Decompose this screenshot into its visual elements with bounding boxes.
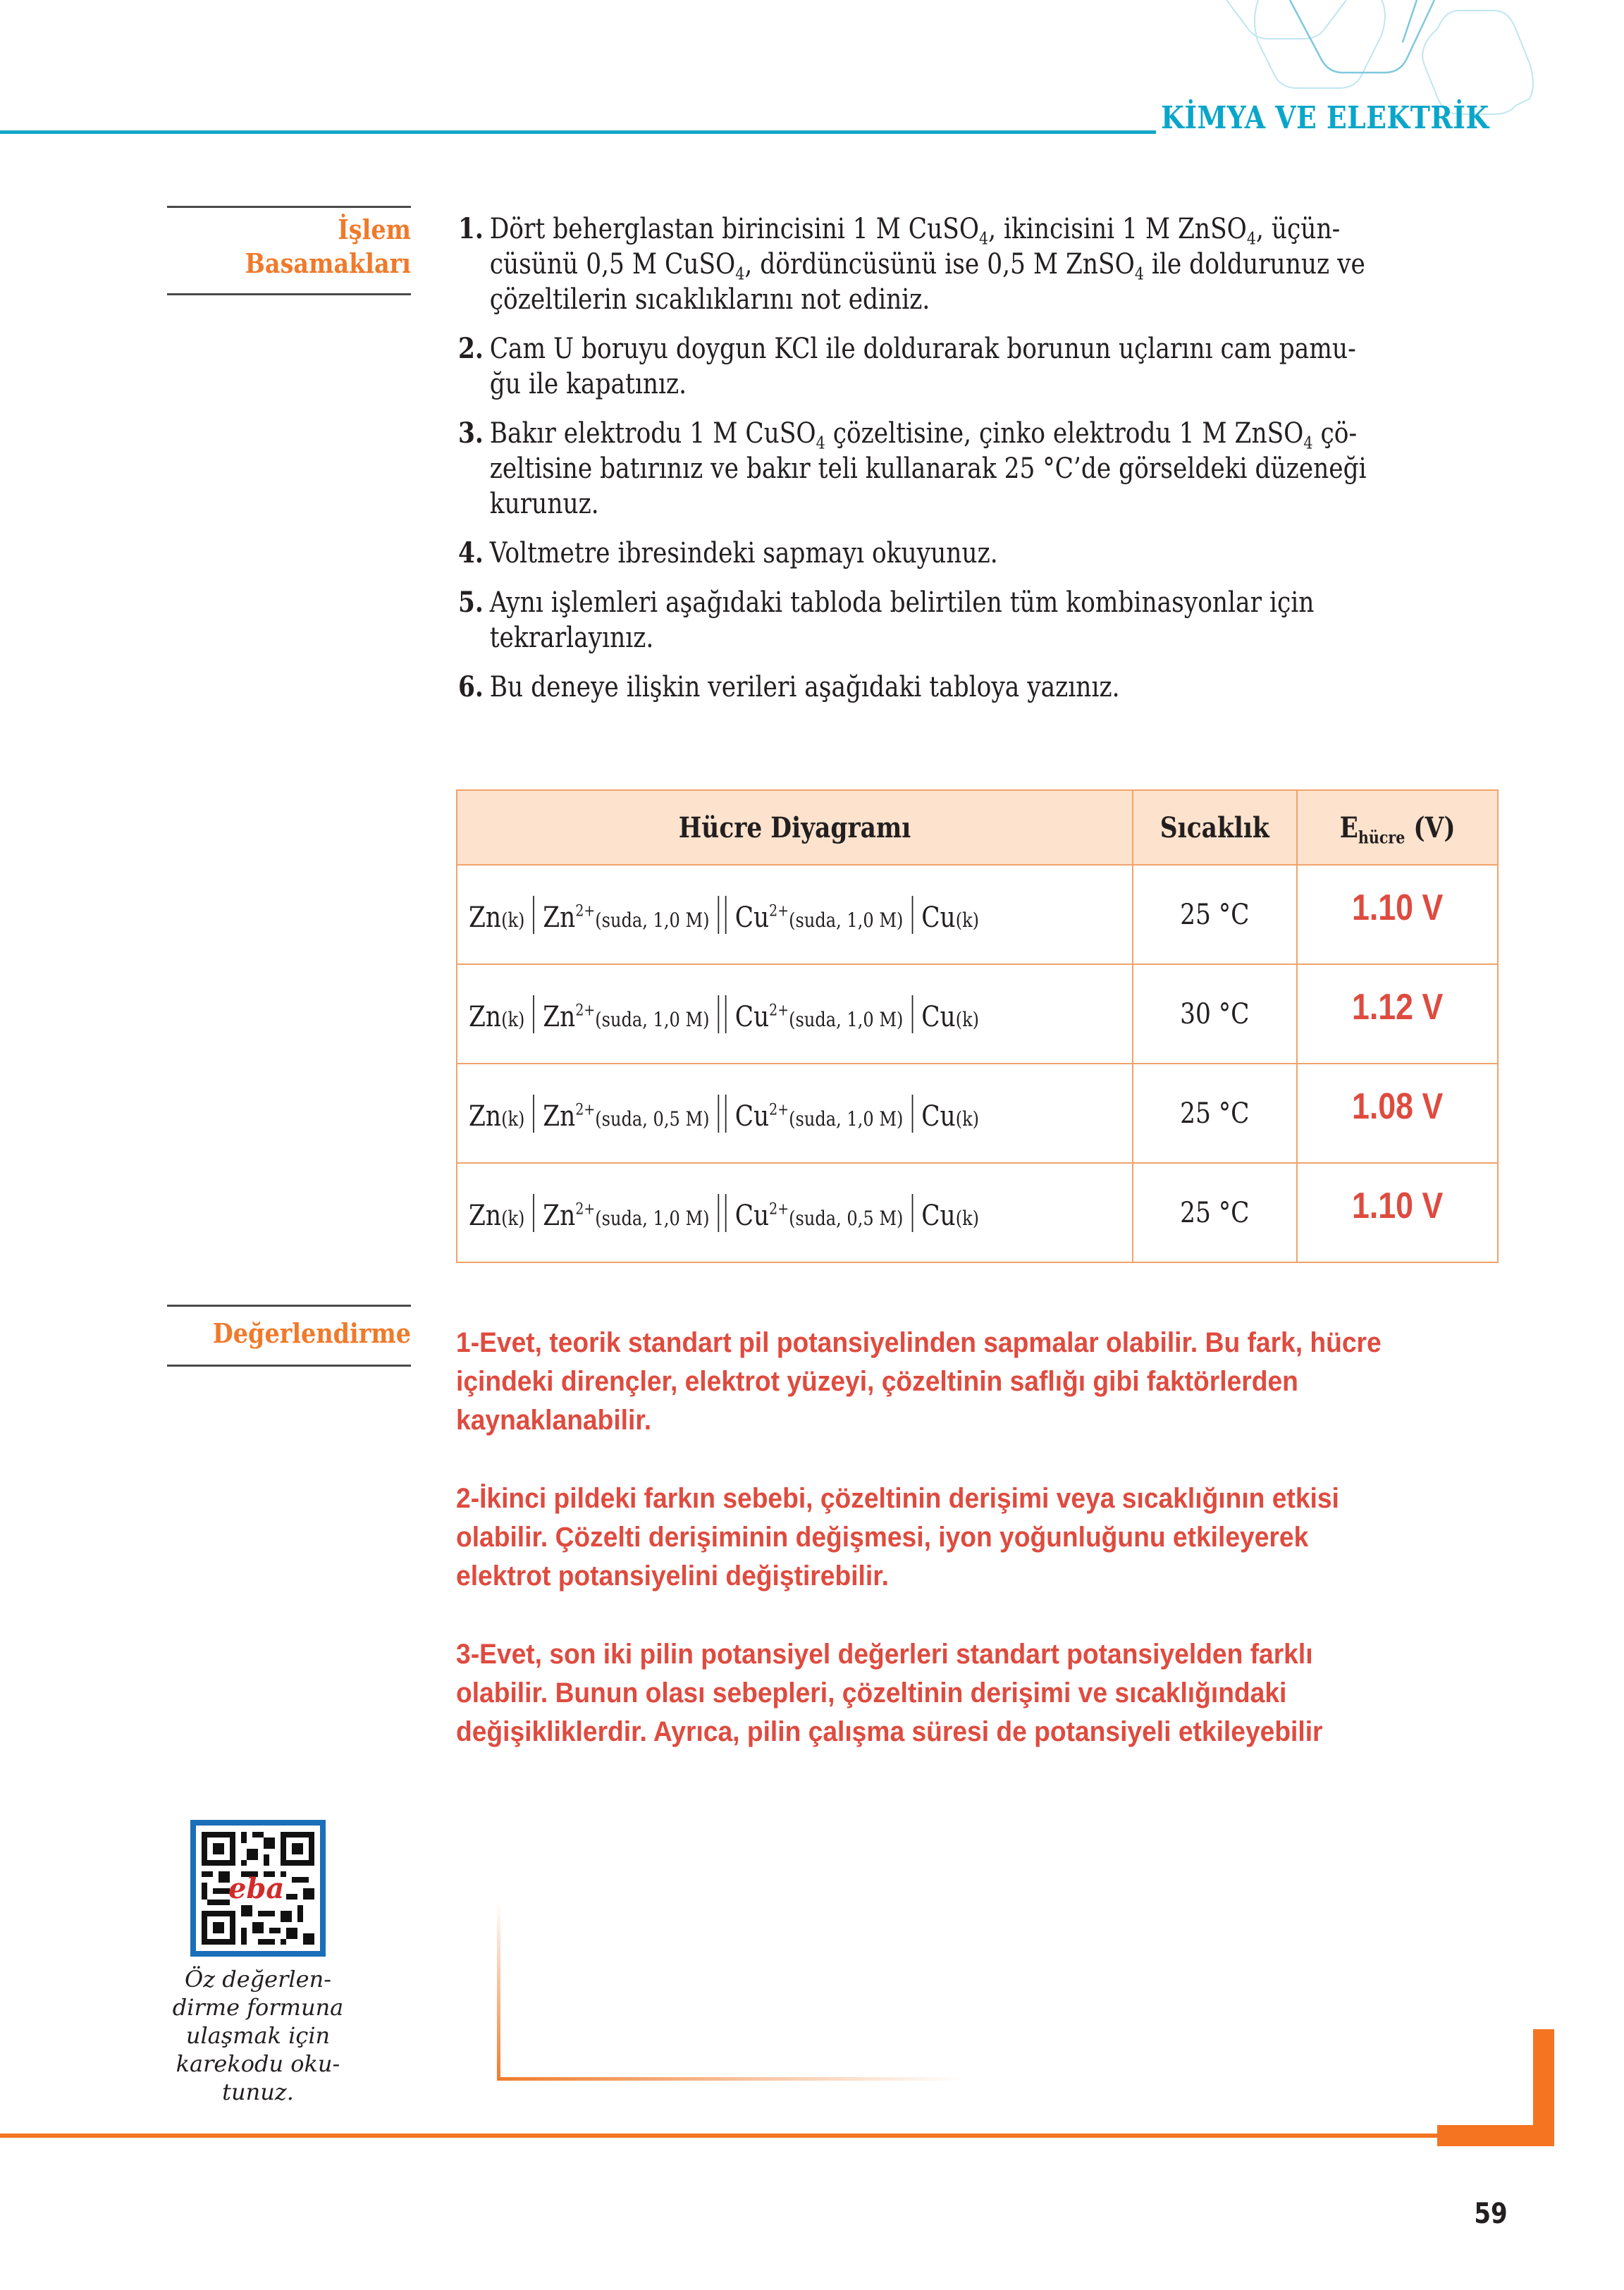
evaluation-answers [456, 1324, 1556, 1791]
answer-1: 1-Evet, teorik standart pil potansiyelinden sapmalar olabilir. Bu fark, hücre içindeki dirençler, elektrot yüzeyi, çözeltinin saflığı gibi faktörlerden kaynaklanabilir. [456, 1327, 1382, 1436]
step-number: 6. [458, 670, 484, 703]
cell-voltage-answer: 1.10 V [1297, 1163, 1498, 1262]
step-text-line: Bu deneye ilişkin verileri aşağıdaki tabloya yazınız. [489, 671, 1120, 703]
table-row [457, 964, 1498, 1064]
cell-voltage-answer: 1.08 V [1297, 1064, 1498, 1163]
header-rule [0, 130, 1156, 134]
procedure-step-1 [458, 211, 1539, 317]
page-number: 59 [1474, 2198, 1508, 2230]
procedure-step-6 [458, 670, 1539, 705]
decorative-bracket-horizontal [497, 2077, 962, 2081]
procedure-steps-list [458, 211, 1508, 719]
procedure-step-4 [458, 536, 1539, 571]
cell-voltage-answer: 1.10 V [1297, 865, 1498, 964]
cell-data-table [456, 789, 1499, 1263]
cell-diagram: Zn(k) $Zn^{2+}(suda$, 1,0 M) $Cu^{2+}(suda$, 0,5 M) Cu(k) [457, 1163, 1133, 1262]
table-row [457, 865, 1498, 964]
header-cell-temperature: Sıcaklık [1133, 790, 1297, 865]
step-number: 5. [458, 586, 484, 619]
procedure-label-bottom-rule [167, 293, 411, 295]
step-number: 1. [458, 212, 484, 245]
procedure-label-top-rule [167, 206, 411, 208]
procedure-label [197, 213, 411, 281]
procedure-label-line2: Basamakları [245, 247, 411, 279]
procedure-step-3 [458, 416, 1539, 522]
step-text-line: tekrarlayınız. [489, 622, 654, 654]
cell-voltage-answer: 1.12 V [1297, 964, 1498, 1064]
chapter-title: KİMYA VE ELEKTRİK [1161, 100, 1489, 136]
step-text-line: Cam U boruyu doygun KCl ile doldurarak borunun uçlarını cam pamu- [489, 333, 1356, 365]
procedure-step-5 [458, 585, 1539, 655]
cell-temperature: 30 °C [1133, 964, 1297, 1064]
evaluation-label-top-rule [167, 1305, 411, 1307]
cell-diagram: Zn(k) $Zn^{2+}(suda$, 1,0 M) $Cu^{2+}(suda$, 1,0 M) Cu(k) [457, 865, 1133, 964]
evaluation-label: Değerlendirme [212, 1317, 411, 1349]
table-header-row [457, 790, 1498, 865]
table-row [457, 1163, 1498, 1262]
step-number: 4. [458, 536, 484, 570]
step-text-line: Voltmetre ibresindeki sapmayı okuyunuz. [489, 537, 998, 570]
header-cell-diagram: Hücre Diyagramı [457, 790, 1133, 865]
cell-temperature: 25 °C [1133, 865, 1297, 964]
table-row [457, 1064, 1498, 1163]
step-number: 2. [458, 332, 484, 365]
qr-code[interactable] [190, 1820, 326, 1957]
step-text-line: zeltisine batırınız ve bakır teli kullanarak 25 °C’de görseldeki düzeneği [489, 453, 1367, 485]
step-number: 3. [458, 417, 484, 450]
qr-caption: Öz değerlen- dirme formuna ulaşmak için karekodu oku- tunuz. [172, 1966, 344, 2105]
footer-rule [0, 2134, 1438, 2138]
step-text-line: cüsünü 0,5 M CuSO$_4$, dördüncüsünü ise 0,5 M ZnSO$_4$ ile doldurunuz ve [489, 248, 1365, 284]
step-text-line: Bakır elektrodu 1 M CuSO$_4$ çözeltisine, çinko elektrodu 1 M ZnSO$_4$ çö- [489, 417, 1358, 453]
footer-corner-vertical [1533, 2029, 1554, 2146]
evaluation-label-bottom-rule [167, 1365, 411, 1367]
step-text-line: çözeltilerin sıcaklıklarını not ediniz. [489, 283, 930, 316]
step-text-line: ğu ile kapatınız. [489, 368, 687, 400]
decorative-bracket-vertical [497, 1903, 500, 2081]
step-text-line: Aynı işlemleri aşağıdaki tabloda belirtilen tüm kombinasyonlar için [489, 586, 1315, 619]
step-text-line: kurunuz. [489, 488, 599, 520]
procedure-step-2 [458, 331, 1539, 402]
answer-3: 3-Evet, son iki pilin potansiyel değerleri standart potansiyelden farklı olabilir. Bunun olası sebepleri, çözeltinin derişimi ve sıcaklığındaki değişikliklerdir. Ayrıca, pilin çalışma süresi de potansiyeli etkileyebilir [456, 1639, 1323, 1747]
procedure-label-line1: İşlem [338, 214, 411, 245]
cell-diagram: Zn(k) $Zn^{2+}(suda$, 1,0 M) $Cu^{2+}(suda$, 1,0 M) Cu(k) [457, 964, 1133, 1064]
eba-logo: eba [228, 1872, 285, 1905]
answer-2: 2-İkinci pildeki farkın sebebi, çözeltinin derişimi veya sıcaklığının etkisi olabilir. Çözelti derişiminin değişmesi, iyon yoğunluğunu etkileyerek elektrot potansiyelini değiştirebilir. [456, 1483, 1339, 1592]
header-cell-potential: $E_{hücre}$ (V) [1297, 790, 1498, 865]
step-text-line: Dört beherglastan birincisini 1 M CuSO$_4$, ikincisini 1 M ZnSO$_4$, üçün- [489, 213, 1341, 249]
cell-temperature: 25 °C [1133, 1163, 1297, 1262]
cell-temperature: 25 °C [1133, 1064, 1297, 1163]
cell-diagram: Zn(k) $Zn^{2+}(suda$, 0,5 M) $Cu^{2+}(suda$, 1,0 M) Cu(k) [457, 1064, 1133, 1163]
